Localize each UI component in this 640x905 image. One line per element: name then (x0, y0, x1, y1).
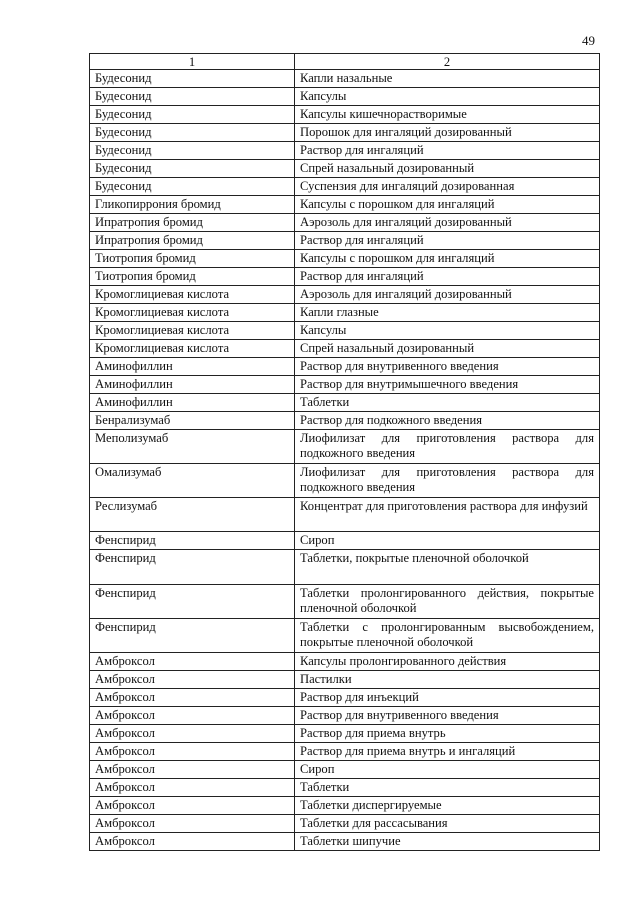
table-row (90, 671, 600, 689)
table-row (90, 124, 600, 142)
table-row (90, 160, 600, 178)
table-row (90, 232, 600, 250)
table-row (90, 689, 600, 707)
table-row (90, 815, 600, 833)
table-row (90, 619, 600, 653)
table-body (90, 70, 600, 851)
drug-name-cell: Амброксол (90, 707, 295, 725)
drug-name-cell: Амброксол (90, 797, 295, 815)
table-row (90, 412, 600, 430)
drug-name-cell: Фенспирид (90, 550, 295, 585)
table-row (90, 178, 600, 196)
table-row (90, 498, 600, 532)
drug-name-cell: Аминофиллин (90, 394, 295, 412)
table-row (90, 797, 600, 815)
dosage-form-cell: Таблетки (295, 394, 600, 412)
column-header-2: 2 (295, 54, 600, 70)
dosage-form-cell: Пастилки (295, 671, 600, 689)
dosage-form-cell: Раствор для приема внутрь (295, 725, 600, 743)
drug-name-cell: Будесонид (90, 178, 295, 196)
table-row (90, 585, 600, 619)
table-row (90, 196, 600, 214)
drug-name-cell: Будесонид (90, 88, 295, 106)
dosage-form-cell: Таблетки, покрытые пленочной оболочкой (295, 550, 600, 585)
dosage-form-cell: Таблетки для рассасывания (295, 815, 600, 833)
drug-name-cell: Кромоглициевая кислота (90, 286, 295, 304)
dosage-form-cell: Капсулы с порошком для ингаляций (295, 250, 600, 268)
table-row (90, 707, 600, 725)
table-row (90, 464, 600, 498)
table-row (90, 286, 600, 304)
drug-name-cell: Аминофиллин (90, 376, 295, 394)
table-row (90, 88, 600, 106)
drug-name-cell: Реслизумаб (90, 498, 295, 532)
drug-name-cell: Амброксол (90, 779, 295, 797)
table-row (90, 304, 600, 322)
drug-name-cell: Будесонид (90, 160, 295, 178)
dosage-form-cell: Раствор для ингаляций (295, 232, 600, 250)
dosage-form-cell: Капсулы с порошком для ингаляций (295, 196, 600, 214)
table-row (90, 532, 600, 550)
table-row (90, 70, 600, 88)
drug-name-cell: Амброксол (90, 653, 295, 671)
dosage-form-cell: Раствор для внутримышечного введения (295, 376, 600, 394)
dosage-form-cell: Сироп (295, 532, 600, 550)
dosage-form-cell: Таблетки диспергируемые (295, 797, 600, 815)
drug-name-cell: Амброксол (90, 761, 295, 779)
drug-table (89, 53, 600, 851)
dosage-form-cell: Капли назальные (295, 70, 600, 88)
table-header-row (90, 54, 600, 70)
drug-name-cell: Амброксол (90, 743, 295, 761)
table-row (90, 550, 600, 585)
drug-name-cell: Фенспирид (90, 619, 295, 653)
table-row (90, 340, 600, 358)
dosage-form-cell: Капсулы кишечнорастворимые (295, 106, 600, 124)
table-row (90, 653, 600, 671)
dosage-form-cell: Раствор для приема внутрь и ингаляций (295, 743, 600, 761)
table-row (90, 358, 600, 376)
dosage-form-cell: Капсулы (295, 322, 600, 340)
dosage-form-cell: Спрей назальный дозированный (295, 160, 600, 178)
table-row (90, 106, 600, 124)
column-header-1: 1 (90, 54, 295, 70)
dosage-form-cell: Суспензия для ингаляций дозированная (295, 178, 600, 196)
drug-name-cell: Будесонид (90, 142, 295, 160)
drug-name-cell: Бенрализумаб (90, 412, 295, 430)
dosage-form-cell: Лиофилизат для приготовления раствора для подкожного введения (295, 430, 600, 464)
drug-name-cell: Аминофиллин (90, 358, 295, 376)
dosage-form-cell: Раствор для внутривенного введения (295, 707, 600, 725)
dosage-form-cell: Раствор для подкожного введения (295, 412, 600, 430)
dosage-form-cell: Капсулы (295, 88, 600, 106)
drug-name-cell: Фенспирид (90, 585, 295, 619)
table-row (90, 394, 600, 412)
table-row (90, 833, 600, 851)
dosage-form-cell: Раствор для ингаляций (295, 142, 600, 160)
drug-name-cell: Меполизумаб (90, 430, 295, 464)
dosage-form-cell: Аэрозоль для ингаляций дозированный (295, 286, 600, 304)
dosage-form-cell: Концентрат для приготовления раствора для инфузий (295, 498, 600, 532)
dosage-form-cell: Раствор для инъекций (295, 689, 600, 707)
table-row (90, 376, 600, 394)
table-row (90, 761, 600, 779)
dosage-form-cell: Сироп (295, 761, 600, 779)
dosage-form-cell: Спрей назальный дозированный (295, 340, 600, 358)
dosage-form-cell: Раствор для ингаляций (295, 268, 600, 286)
drug-name-cell: Амброксол (90, 689, 295, 707)
table-row (90, 142, 600, 160)
drug-name-cell: Тиотропия бромид (90, 250, 295, 268)
dosage-form-cell: Раствор для внутривенного введения (295, 358, 600, 376)
drug-name-cell: Омализумаб (90, 464, 295, 498)
drug-name-cell: Гликопиррония бромид (90, 196, 295, 214)
dosage-form-cell: Таблетки с пролонгированным высвобождением, покрытые пленочной оболочкой (295, 619, 600, 653)
page-number: 49 (582, 33, 595, 48)
table-row (90, 268, 600, 286)
table-row (90, 430, 600, 464)
drug-name-cell: Тиотропия бромид (90, 268, 295, 286)
drug-name-cell: Кромоглициевая кислота (90, 304, 295, 322)
drug-name-cell: Ипратропия бромид (90, 232, 295, 250)
dosage-form-cell: Таблетки (295, 779, 600, 797)
dosage-form-cell: Лиофилизат для приготовления раствора для подкожного введения (295, 464, 600, 498)
drug-name-cell: Ипратропия бромид (90, 214, 295, 232)
table-row (90, 779, 600, 797)
dosage-form-cell: Капли глазные (295, 304, 600, 322)
dosage-form-cell: Аэрозоль для ингаляций дозированный (295, 214, 600, 232)
drug-name-cell: Кромоглициевая кислота (90, 340, 295, 358)
dosage-form-cell: Таблетки шипучие (295, 833, 600, 851)
table-row (90, 250, 600, 268)
drug-name-cell: Амброксол (90, 671, 295, 689)
drug-name-cell: Фенспирид (90, 532, 295, 550)
table-row (90, 322, 600, 340)
drug-name-cell: Будесонид (90, 106, 295, 124)
table-row (90, 214, 600, 232)
table-row (90, 743, 600, 761)
dosage-form-cell: Капсулы пролонгированного действия (295, 653, 600, 671)
table-row (90, 725, 600, 743)
drug-name-cell: Будесонид (90, 70, 295, 88)
drug-name-cell: Амброксол (90, 815, 295, 833)
dosage-form-cell: Таблетки пролонгированного действия, покрытые пленочной оболочкой (295, 585, 600, 619)
drug-name-cell: Будесонид (90, 124, 295, 142)
drug-name-cell: Амброксол (90, 725, 295, 743)
dosage-form-cell: Порошок для ингаляций дозированный (295, 124, 600, 142)
drug-name-cell: Кромоглициевая кислота (90, 322, 295, 340)
drug-name-cell: Амброксол (90, 833, 295, 851)
